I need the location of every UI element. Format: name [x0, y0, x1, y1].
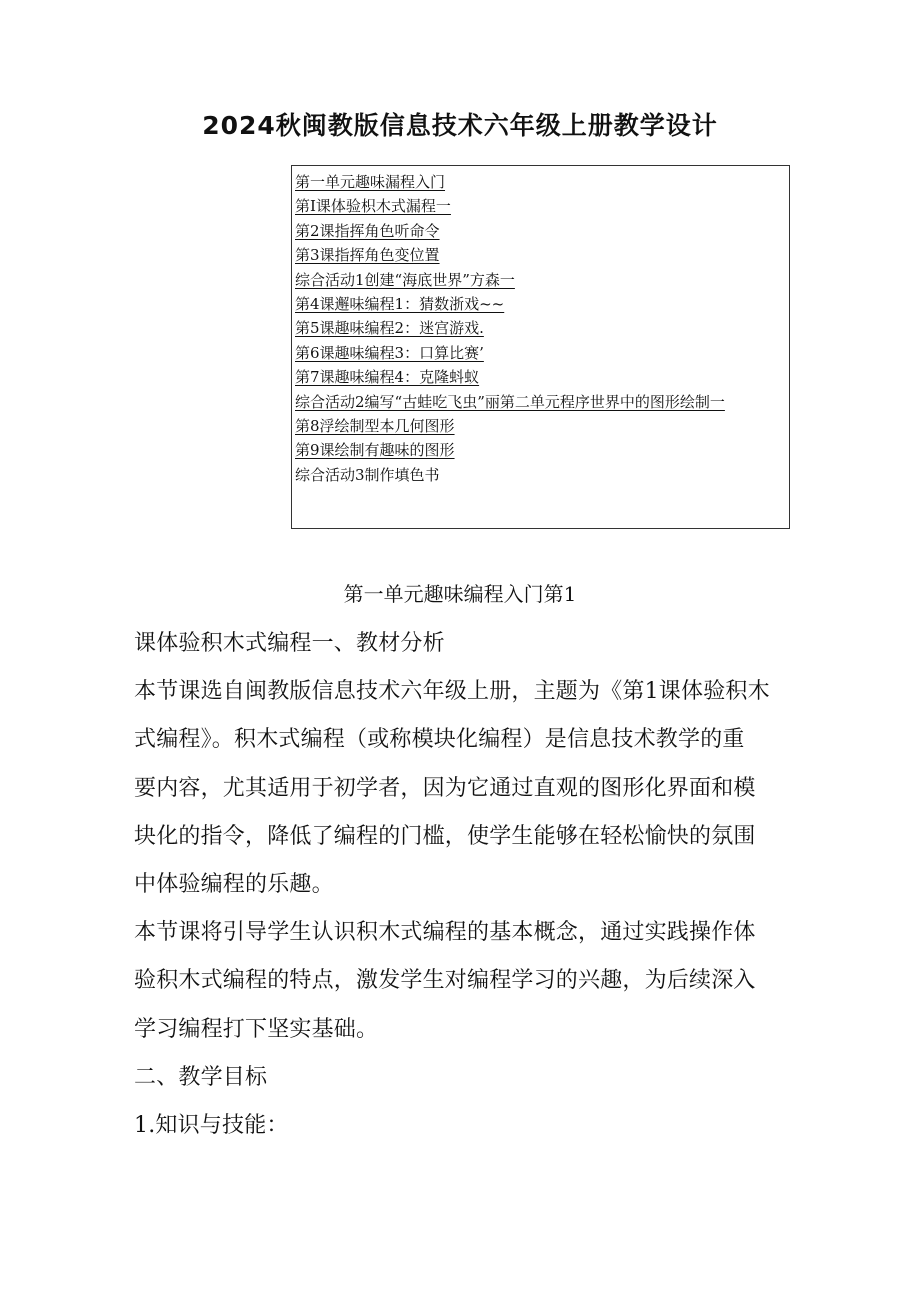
body-line: 中体验编程的乐趣。	[134, 872, 334, 898]
section-heading: 第一单元趣味编程入门第1	[343, 582, 577, 606]
document-title: 2024秋闽教版信息技术六年级上册教学设计	[202, 111, 718, 140]
body-line: 1.知识与技能：	[134, 1113, 289, 1139]
body-text	[134, 620, 794, 1150]
body-line: 验积木式编程的特点，激发学生对编程学习的兴趣，为后续深入	[134, 968, 756, 994]
body-line: 要内容，尤其适用于初学者，因为它通过直观的图形化界面和模	[134, 775, 756, 801]
body-line: 学习编程打下坚实基础。	[134, 1016, 379, 1042]
toc-item-lesson-2[interactable]: 第2课指挥角色听命令	[295, 221, 440, 240]
toc-item-lesson-7[interactable]: 第7课趣味编程4：克隆蚪蚁	[295, 368, 480, 387]
toc-item-activity-3[interactable]: 综合活动3制作填色书	[295, 465, 440, 484]
table-of-contents	[291, 165, 790, 529]
body-line: 本节课选自闽教版信息技术六年级上册，主题为《第1课体验积木	[134, 679, 770, 705]
toc-item-lesson-3[interactable]: 第3课指挥角色变位置	[295, 246, 440, 265]
body-line: 式编程》。积木式编程（或称模块化编程）是信息技术教学的重	[134, 727, 745, 753]
body-line: 二、教学目标	[134, 1064, 268, 1090]
toc-item-lesson-9[interactable]: 第9课绘制有趣味的图形	[295, 441, 455, 460]
toc-item-lesson-6[interactable]: 第6课趣味编程3：口算比赛’	[295, 343, 484, 362]
toc-item-unit-1[interactable]: 第一单元趣味漏程入门	[295, 173, 446, 191]
toc-item-activity-1[interactable]: 综合活动1创建“海底世界”方森一	[295, 270, 515, 289]
toc-item-lesson-4[interactable]: 第4课邂味编程1：猜数浙戏~~	[295, 295, 505, 314]
body-line: 本节课将引导学生认识积木式编程的基本概念，通过实践操作体	[134, 920, 756, 946]
toc-item-lesson-5[interactable]: 第5课趣味编程2：迷宫游戏.	[295, 319, 484, 338]
toc-item-lesson-1[interactable]: 第I课体验枳木式漏程一	[295, 197, 451, 216]
body-line: 块化的指令，降低了编程的门槛，使学生能够在轻松愉快的氛围	[134, 823, 756, 849]
toc-item-activity-2-unit-2[interactable]: 综合活动2编写“古蛙吃飞虫”丽第二单元程序世界中的图形绘制一	[295, 392, 725, 411]
toc-item-lesson-8[interactable]: 第8浮绘制型本几何图形	[295, 417, 455, 436]
body-line: 课体验积木式编程一、教材分析	[134, 631, 445, 656]
